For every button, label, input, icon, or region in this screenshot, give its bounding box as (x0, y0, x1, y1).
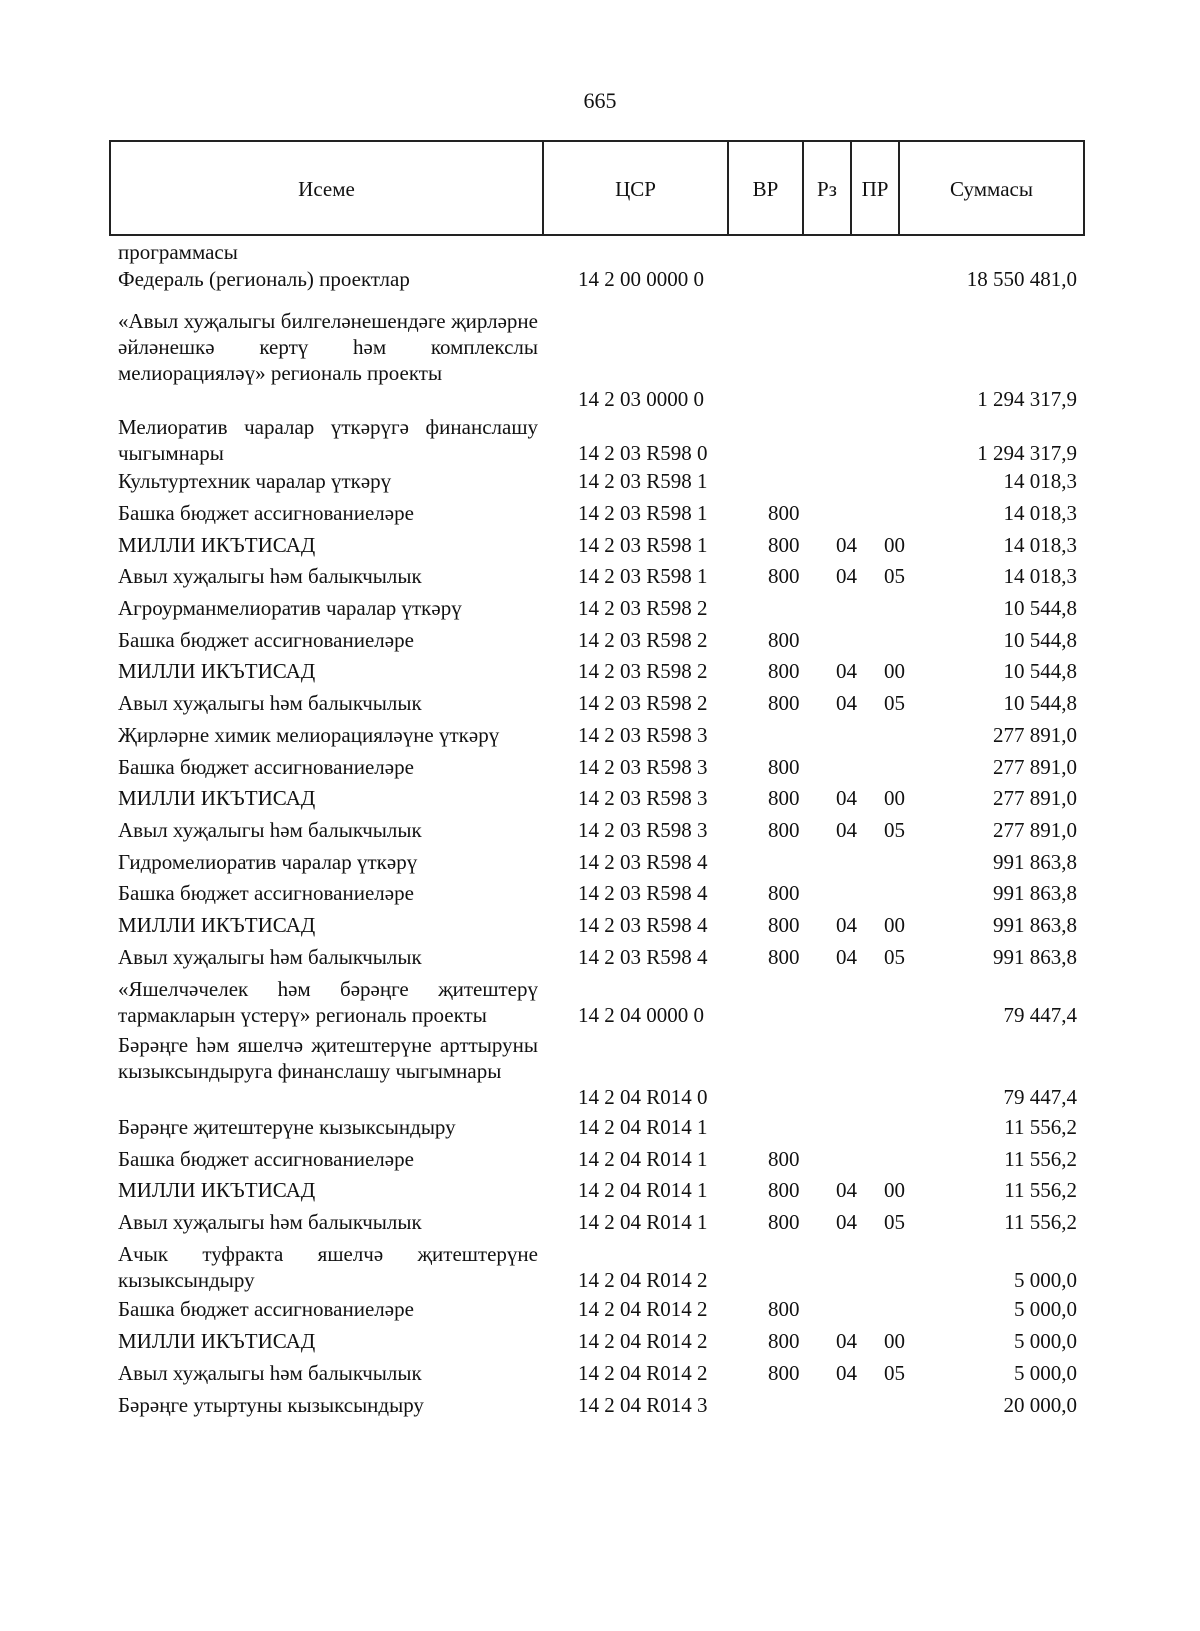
row-name: Ачык туфракта яшелчә җитештерүне кызыксындыру (118, 1242, 538, 1292)
row-csr: 14 2 04 R014 1 (578, 1115, 708, 1139)
row-sum: 5 000,0 (1014, 1361, 1077, 1385)
row-rz: 04 (836, 564, 857, 588)
row-sum: 991 863,8 (993, 913, 1077, 937)
row-sum: 10 544,8 (1003, 628, 1077, 652)
row-sum: 277 891,0 (993, 786, 1077, 810)
row-name: программасы (118, 240, 238, 264)
row-sum: 991 863,8 (993, 945, 1077, 969)
row-name: Бәрәңге һәм яшелчә җитештерүне арттыруны кызыксындыруга финанслашу чыгымнары (118, 1033, 538, 1083)
row-name: Авыл хуҗалыгы һәм балыкчылык (118, 564, 422, 588)
row-vr: 800 (768, 1361, 800, 1385)
row-name: Башка бюджет ассигнованиеләре (118, 1147, 414, 1171)
row-name: Мелиоратив чаралар үткәрүгә финанслашу чыгымнары (118, 415, 538, 465)
table-row (0, 627, 1200, 653)
row-rz: 04 (836, 945, 857, 969)
row-sum: 10 544,8 (1003, 596, 1077, 620)
table-row (0, 1360, 1200, 1386)
row-vr: 800 (768, 691, 800, 715)
row-pr: 00 (884, 1329, 905, 1353)
header-sum: Суммасы (950, 176, 1033, 201)
table-row (0, 754, 1200, 780)
row-csr: 14 2 03 R598 3 (578, 818, 708, 842)
table-row (0, 976, 1200, 1028)
row-name: МИЛЛИ ИКЪТИСАД (118, 533, 316, 557)
row-sum: 11 556,2 (1004, 1210, 1077, 1234)
row-vr: 800 (768, 818, 800, 842)
row-csr: 14 2 03 R598 2 (578, 691, 708, 715)
table-row (0, 239, 1200, 265)
row-vr: 800 (768, 533, 800, 557)
row-vr: 800 (768, 786, 800, 810)
table-row (0, 1209, 1200, 1235)
row-rz: 04 (836, 786, 857, 810)
page-number: 665 (583, 88, 617, 113)
row-name: МИЛЛИ ИКЪТИСАД (118, 1178, 316, 1202)
row-csr: 14 2 04 R014 1 (578, 1147, 708, 1171)
row-name: Бәрәңге утыртуны кызыксындыру (118, 1393, 424, 1417)
row-pr: 00 (884, 913, 905, 937)
row-vr: 800 (768, 1178, 800, 1202)
row-rz: 04 (836, 691, 857, 715)
row-csr: 14 2 04 R014 3 (578, 1393, 708, 1417)
row-sum: 1 294 317,9 (977, 387, 1077, 411)
row-name: Авыл хуҗалыгы һәм балыкчылык (118, 691, 422, 715)
table-row (0, 563, 1200, 589)
row-csr: 14 2 04 R014 1 (578, 1178, 708, 1202)
row-sum: 10 544,8 (1003, 691, 1077, 715)
row-csr: 14 2 04 0000 0 (578, 1003, 704, 1027)
row-name: «Авыл хуҗалыгы билгеләнешендәге җирләрне әйләнешкә кертү һәм комплекслы мелиорацияләү» региональ проекты (118, 309, 538, 385)
row-csr: 14 2 03 R598 4 (578, 850, 708, 874)
row-sum: 991 863,8 (993, 850, 1077, 874)
row-sum: 277 891,0 (993, 755, 1077, 779)
row-csr: 14 2 03 R598 3 (578, 755, 708, 779)
row-name: Башка бюджет ассигнованиеләре (118, 501, 414, 525)
row-name: Бәрәңге җитештерүне кызыксындыру (118, 1115, 456, 1139)
table-row (0, 500, 1200, 526)
row-csr: 14 2 00 0000 0 (578, 267, 704, 291)
table-row (0, 880, 1200, 906)
row-vr: 800 (768, 1210, 800, 1234)
row-vr: 800 (768, 1147, 800, 1171)
table-row (0, 1392, 1200, 1418)
row-csr: 14 2 04 R014 2 (578, 1329, 708, 1353)
row-name: Федераль (региональ) проектлар (118, 267, 410, 291)
row-sum: 79 447,4 (1003, 1003, 1077, 1027)
row-name: «Яшелчәчелек һәм бәрәңге җитештерү тармакларын үстерү» региональ проекты (118, 977, 538, 1027)
table-row (0, 1328, 1200, 1354)
row-csr: 14 2 04 R014 1 (578, 1210, 708, 1234)
row-csr: 14 2 03 R598 1 (578, 469, 708, 493)
row-csr: 14 2 04 R014 2 (578, 1268, 708, 1292)
row-name: Агроурманмелиоратив чаралар үткәрү (118, 596, 462, 620)
row-pr: 00 (884, 1178, 905, 1202)
table-row (0, 266, 1200, 292)
row-name: МИЛЛИ ИКЪТИСАД (118, 1329, 316, 1353)
row-rz: 04 (836, 818, 857, 842)
row-vr: 800 (768, 945, 800, 969)
table-row (0, 414, 1200, 466)
row-csr: 14 2 03 R598 1 (578, 501, 708, 525)
row-rz: 04 (836, 1178, 857, 1202)
table-row (0, 532, 1200, 558)
row-sum: 14 018,3 (1003, 469, 1077, 493)
row-name: МИЛЛИ ИКЪТИСАД (118, 913, 316, 937)
row-sum: 10 544,8 (1003, 659, 1077, 683)
row-rz: 04 (836, 533, 857, 557)
row-sum: 277 891,0 (993, 723, 1077, 747)
row-vr: 800 (768, 564, 800, 588)
row-csr: 14 2 03 R598 4 (578, 945, 708, 969)
row-rz: 04 (836, 1210, 857, 1234)
row-sum: 14 018,3 (1003, 533, 1077, 557)
row-sum: 277 891,0 (993, 818, 1077, 842)
table-row (0, 817, 1200, 843)
row-csr: 14 2 04 R014 2 (578, 1297, 708, 1321)
row-sum: 11 556,2 (1004, 1147, 1077, 1171)
table-row (0, 308, 1200, 412)
row-sum: 5 000,0 (1014, 1268, 1077, 1292)
row-name: Җирләрне химик мелиорацияләүне үткәрү (118, 723, 500, 747)
table-row (0, 1114, 1200, 1140)
row-sum: 20 000,0 (1003, 1393, 1077, 1417)
row-csr: 14 2 04 R014 0 (578, 1085, 708, 1109)
row-rz: 04 (836, 1329, 857, 1353)
row-pr: 05 (884, 691, 905, 715)
header-rz: Рз (804, 142, 852, 236)
row-csr: 14 2 04 R014 2 (578, 1361, 708, 1385)
table-row (0, 944, 1200, 970)
row-name: Авыл хуҗалыгы һәм балыкчылык (118, 1210, 422, 1234)
row-pr: 05 (884, 945, 905, 969)
row-csr: 14 2 03 R598 3 (578, 723, 708, 747)
row-name: Авыл хуҗалыгы һәм балыкчылык (118, 818, 422, 842)
table-header (109, 140, 1085, 236)
header-csr: ЦСР (544, 142, 729, 236)
table-row (0, 1146, 1200, 1172)
row-pr: 00 (884, 533, 905, 557)
table-row (0, 690, 1200, 716)
row-pr: 00 (884, 786, 905, 810)
row-sum: 11 556,2 (1004, 1115, 1077, 1139)
table-row (0, 658, 1200, 684)
row-vr: 800 (768, 628, 800, 652)
row-sum: 18 550 481,0 (966, 267, 1077, 291)
row-rz: 04 (836, 913, 857, 937)
row-name: МИЛЛИ ИКЪТИСАД (118, 786, 316, 810)
row-sum: 14 018,3 (1003, 564, 1077, 588)
row-sum: 1 294 317,9 (977, 441, 1077, 465)
table-row (0, 912, 1200, 938)
row-csr: 14 2 03 R598 1 (578, 564, 708, 588)
row-vr: 800 (768, 881, 800, 905)
row-pr: 00 (884, 659, 905, 683)
header-vr: ВР (729, 142, 804, 236)
row-vr: 800 (768, 659, 800, 683)
row-vr: 800 (768, 1329, 800, 1353)
table-row (0, 1032, 1200, 1110)
row-csr: 14 2 03 R598 4 (578, 881, 708, 905)
table-row (0, 1177, 1200, 1203)
table-row (0, 468, 1200, 494)
row-sum: 991 863,8 (993, 881, 1077, 905)
header-name: Исеме (111, 142, 544, 236)
row-csr: 14 2 03 0000 0 (578, 387, 704, 411)
row-name: Авыл хуҗалыгы һәм балыкчылык (118, 945, 422, 969)
row-rz: 04 (836, 659, 857, 683)
row-csr: 14 2 03 R598 2 (578, 596, 708, 620)
row-vr: 800 (768, 501, 800, 525)
row-name: Культуртехник чаралар үткәрү (118, 469, 392, 493)
table-row (0, 785, 1200, 811)
row-name: Гидромелиоратив чаралар үткәрү (118, 850, 418, 874)
row-sum: 14 018,3 (1003, 501, 1077, 525)
row-vr: 800 (768, 1297, 800, 1321)
row-name: Башка бюджет ассигнованиеләре (118, 1297, 414, 1321)
row-name: Башка бюджет ассигнованиеләре (118, 881, 414, 905)
header-pr: ПР (852, 142, 900, 236)
row-vr: 800 (768, 913, 800, 937)
table-row (0, 1241, 1200, 1293)
row-name: Башка бюджет ассигнованиеләре (118, 755, 414, 779)
row-sum: 79 447,4 (1003, 1085, 1077, 1109)
row-csr: 14 2 03 R598 0 (578, 441, 708, 465)
table-row (0, 849, 1200, 875)
row-csr: 14 2 03 R598 1 (578, 533, 708, 557)
row-csr: 14 2 03 R598 3 (578, 786, 708, 810)
row-sum: 11 556,2 (1004, 1178, 1077, 1202)
row-name: Башка бюджет ассигнованиеләре (118, 628, 414, 652)
row-name: МИЛЛИ ИКЪТИСАД (118, 659, 316, 683)
row-csr: 14 2 03 R598 4 (578, 913, 708, 937)
row-pr: 05 (884, 818, 905, 842)
row-csr: 14 2 03 R598 2 (578, 628, 708, 652)
row-vr: 800 (768, 755, 800, 779)
row-name: Авыл хуҗалыгы һәм балыкчылык (118, 1361, 422, 1385)
table-row (0, 595, 1200, 621)
table-row (0, 722, 1200, 748)
row-rz: 04 (836, 1361, 857, 1385)
row-csr: 14 2 03 R598 2 (578, 659, 708, 683)
row-sum: 5 000,0 (1014, 1297, 1077, 1321)
row-sum: 5 000,0 (1014, 1329, 1077, 1353)
row-pr: 05 (884, 1361, 905, 1385)
row-pr: 05 (884, 564, 905, 588)
table-row (0, 1296, 1200, 1322)
row-pr: 05 (884, 1210, 905, 1234)
